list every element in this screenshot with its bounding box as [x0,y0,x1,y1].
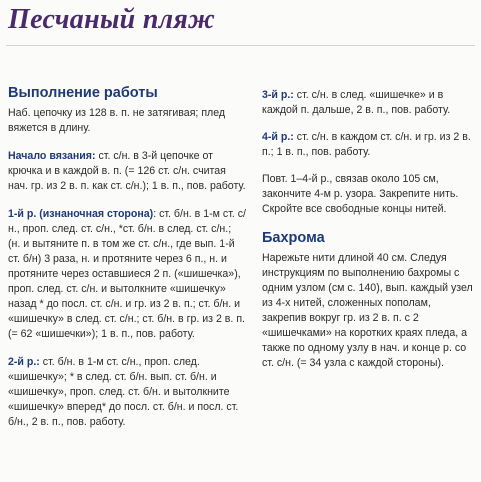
page-title: Песчаный пляж [8,4,216,35]
row2-text: ст. б/н. в 1-м ст. с/н., проп. след. «шишечку»; * в след. ст. б/н. вып. ст. б/н. и «шишечку», проп. след. ст. б/н. и вытолкните «шишечку» вперед* до посл. ст. б/н. и посл. ст. б/н., 2 в. п., пов. работу. [8,356,239,428]
right-column [262,88,476,383]
intro-paragraph: Наб. цепочку из 128 в. п. не затягивая; плед вяжется в длину. [8,107,226,134]
repeat-paragraph: Повт. 1–4-й р., связав около 105 см, закончите 4-м р. узора. Закрепите нить. Скройте все свободные концы нитей. [262,173,459,215]
left-column [8,84,246,443]
section-heading-work: Выполнение работы [8,85,158,101]
start-paragraph [8,149,246,194]
row4-lead: 4-й р.: [262,131,294,143]
start-text: ст. с/н. в 3-й цепочке от крючка и в каждой в. п. (= 126 ст. с/н. считая нач. гр. из 2 в. п. как ст. с/н.); 1 в. п., пов. работу. [8,150,246,192]
title-divider [6,45,475,46]
row3-paragraph [262,88,476,118]
row1-text: : ст. б/н. в 1-м ст. с/н., проп. след. ст. с/н., *ст. б/н. в след. ст. с/н.; (н. и вытяните п. в том же ст. с/н., где вып. 1-й ст. б/н) 3 раза, н. и протяните через 6 п., н. и протяните через оставшиеся 2 п. («шишечка»), проп. след. ст. с/н. и вытолкните «шишечку» назад * до посл. ст. с/н. и гр. из 2 в. п.; ст. б/н. и «шишечку» в след. ст. с/н.; ст. б/н. в гр. из 2 в. п. (= 62 «шишечки»); 1 в. п., пов. работу. [8,208,247,340]
start-lead: Начало вязания: [8,150,96,162]
section-heading-fringe: Бахрома [262,230,325,246]
row2-paragraph [8,355,246,430]
row4-text: ст. с/н. в каждом ст. с/н. и гр. из 2 в. п.; 1 в. п., пов. работу. [262,131,471,158]
row1-paragraph [8,207,246,342]
fringe-paragraph: Нарежьте нити длиной 40 см. Следуя инструкциям по выполнению бахромы с одним узлом (см с. 140), вып. каждый узел из 4-х нитей, сложенных пополам, закрепив вокруг гр. из 2 в. п. с 2 «шишечками» на коротких краях пледа, а также по одному узлу в нач. и конце р. со ст. с/н. (= 34 узла с каждой стороны). [262,252,473,369]
row2-lead: 2-й р.: [8,356,40,368]
row3-text: ст. с/н. в след. «шишечке» и в каждой п. дальше, 2 в. п., пов. работу. [262,89,451,116]
row4-paragraph [262,130,476,160]
row1-lead: 1-й р. (изнаночная сторона) [8,208,154,220]
row3-lead: 3-й р.: [262,89,294,101]
